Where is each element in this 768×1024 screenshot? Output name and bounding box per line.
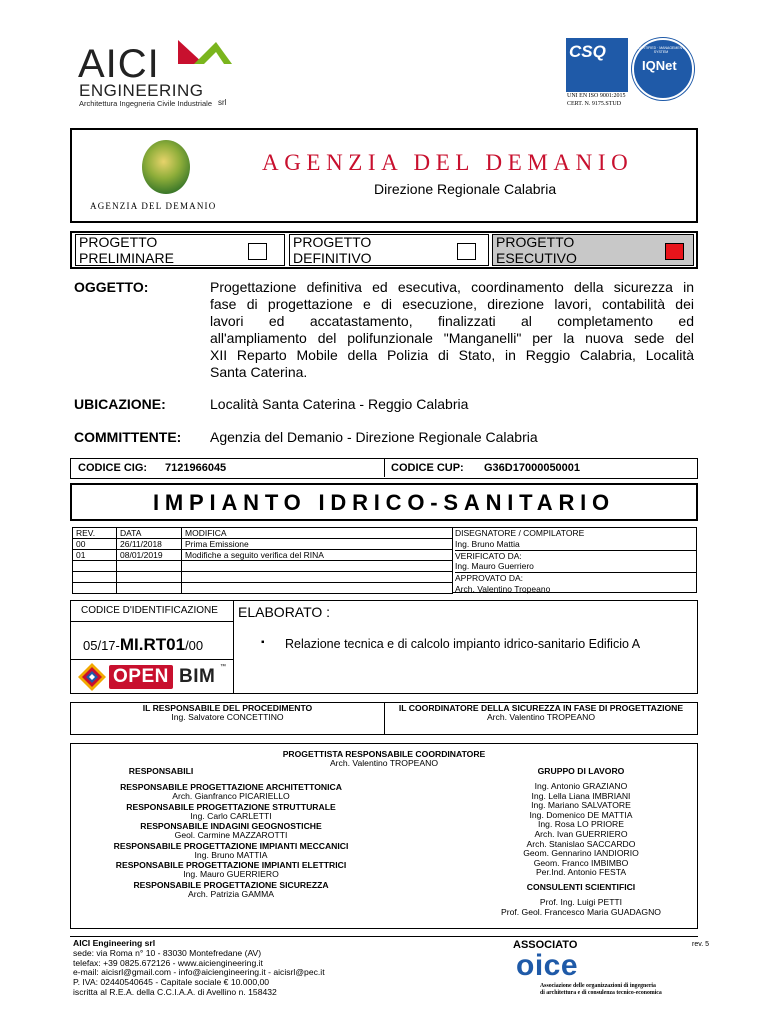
id-code-divider	[71, 659, 233, 660]
cup-label: CODICE CUP:	[391, 462, 464, 474]
codes-divider	[384, 459, 385, 477]
openbim-bim-text: BIM	[179, 666, 216, 687]
consulente: Prof. Ing. Luigi PETTI	[539, 896, 623, 907]
cert-norm: UNI EN ISO 9001:2015	[567, 93, 626, 99]
client-title: AGENZIA DEL DEMANIO	[262, 150, 634, 175]
phase-label-line1: PROGETTO	[496, 234, 575, 250]
id-column-divider	[233, 601, 234, 693]
code-prefix: 05/17-	[83, 638, 120, 653]
approvato-label: APPROVATO DA:	[455, 573, 524, 584]
company-logo-sub: ENGINEERING	[79, 81, 204, 100]
gruppo-column	[491, 766, 671, 917]
phase-label-line1: PROGETTO	[79, 234, 158, 250]
revision-cell	[117, 572, 182, 583]
oggetto-line: Progettazione definitiva ed esecutiva, coordinamento della sicurezza in	[210, 279, 694, 295]
resp-role: RESPONSABILE PROGETTAZIONE SICUREZZA	[133, 879, 329, 890]
company-logo-srl: srl	[218, 98, 227, 107]
gruppo-member: Ing. Rosa LO PRIORE	[538, 819, 624, 830]
gruppo-member: Ing. Mariano SALVATORE	[531, 800, 631, 811]
team-box	[70, 743, 698, 929]
revision-row	[73, 550, 453, 561]
company-logo-tag: Architettura Ingegneria Civile Industriale	[79, 99, 212, 108]
phase-preliminare	[75, 234, 285, 266]
verificato-label: VERIFICATO DA:	[455, 550, 522, 561]
verificato-name: Ing. Mauro Guerriero	[455, 561, 696, 573]
csp-title: IL COORDINATORE DELLA SICUREZZA IN FASE DI PROGETTAZIONE	[398, 703, 684, 713]
footer-rule	[70, 936, 698, 937]
revision-cell: 26/11/2018	[117, 539, 182, 550]
gruppo-member: Arch. Ivan GUERRIERO	[534, 828, 628, 839]
doc-title: IMPIANTO IDRICO-SANITARIO	[153, 490, 615, 515]
cert-number: CERT. N. 9175.STUD	[567, 101, 622, 107]
codes-box	[70, 458, 698, 479]
phase-esecutivo	[492, 234, 694, 266]
revision-cell	[73, 561, 117, 572]
oggetto-text	[210, 279, 694, 381]
client-logo-caption: AGENZIA DEL DEMANIO	[90, 201, 217, 211]
revision-cell	[73, 583, 117, 594]
coordinator-title: PROGETTISTA RESPONSABILE COORDINATORE	[282, 749, 486, 759]
gruppo-member: Arch. Stanislao SACCARDO	[526, 838, 636, 849]
resp-person: Ing. Mauro GUERRIERO	[183, 869, 279, 880]
company-logo-main: AICI	[78, 42, 160, 86]
resp-role: RESPONSABILE PROGETTAZIONE STRUTTURALE	[126, 801, 336, 812]
oice-logo: oice	[516, 949, 579, 982]
footer-company: AICI Engineering srl	[73, 938, 156, 948]
phase-definitivo	[289, 234, 489, 266]
revision-cell: 00	[73, 539, 117, 550]
client-box	[70, 128, 698, 223]
resp-person: Arch. Patrizia GAMMA	[188, 888, 274, 899]
oggetto-line: Santa Caterina.	[210, 364, 308, 380]
date-header: DATA	[117, 528, 182, 539]
elaborato-description: Relazione tecnica e di calcolo impianto idrico-sanitario Edificio A	[285, 637, 641, 651]
resp-role: RESPONSABILE PROGETTAZIONE IMPIANTI MECCANICI	[113, 840, 349, 851]
oggetto-label: OGGETTO:	[74, 279, 149, 295]
gruppo-header: GRUPPO DI LAVORO	[537, 766, 625, 776]
openbim-cube-icon	[77, 662, 107, 692]
company-logo	[78, 32, 238, 112]
code-main: MI.RT01	[119, 635, 186, 654]
client-subtitle: Direzione Regionale Calabria	[374, 181, 557, 197]
iqnet-badge-text: IQNet	[642, 58, 677, 73]
openbim-open-text: OPEN	[113, 666, 169, 687]
revision-row	[73, 561, 453, 572]
cig-label: CODICE CIG:	[78, 462, 148, 474]
csq-badge-text: CSQ	[569, 42, 606, 61]
oggetto-line: lavori ed accatastamento, finalizzati al completamento ed	[210, 313, 694, 329]
rup-name: Ing. Salvatore CONCETTINO	[171, 712, 284, 722]
oice-desc-line: Associazione delle organizzazioni di ingegneria	[540, 983, 656, 989]
revision-table	[72, 527, 453, 594]
revision-row	[73, 539, 453, 550]
consulente: Prof. Geol. Francesco Maria GUADAGNO	[501, 906, 661, 917]
oggetto-line: XII Reparto Mobile della Polizia di Stato, in Reggio Calabria, Località	[210, 347, 694, 363]
resp-person: Arch. Gianfranco PICARIELLO	[172, 791, 290, 801]
phase-checkbox-checked[interactable]	[665, 243, 684, 260]
phase-checkbox[interactable]	[457, 243, 476, 260]
gruppo-member: Ing. Antonio GRAZIANO	[534, 781, 628, 791]
ubicazione-label: UBICAZIONE:	[74, 396, 166, 412]
id-label-divider	[71, 621, 233, 622]
responsabili-box	[70, 702, 698, 735]
oggetto-line: fase di progettazione e di esecuzione, direzione lavori, contabilità dei	[210, 296, 694, 312]
company-logo-mark-icon	[174, 34, 234, 82]
associato-label: ASSOCIATO	[513, 939, 578, 951]
elaborato-label: ELABORATO :	[238, 604, 331, 620]
revision-row	[73, 572, 453, 583]
compilatore-name: Ing. Bruno Mattia	[455, 539, 696, 551]
phase-label-line2: ESECUTIVO	[496, 250, 577, 266]
iqnet-ring-text: CERTIFIED · MANAGEMENT SYSTEM	[637, 46, 685, 54]
openbim-tm: ™	[220, 664, 226, 670]
revision-cell	[182, 583, 453, 594]
revision-header-row	[73, 528, 453, 539]
resp-person: Geol. Carmine MAZZAROTTI	[174, 830, 288, 841]
id-label: CODICE D'IDENTIFICAZIONE	[81, 605, 218, 616]
revision-row	[73, 583, 453, 594]
oice-desc-line: di architettura e di consulenza tecnico-economica	[540, 990, 662, 996]
phase-label-line2: PRELIMINARE	[79, 250, 174, 266]
revision-cell	[182, 561, 453, 572]
approvato-name: Arch. Valentino Tropeano	[455, 583, 551, 594]
gruppo-member: Ing. Domenico DE MATTIA	[529, 809, 633, 820]
compilatore-label: DISEGNATORE / COMPILATORE	[455, 528, 585, 538]
committente-value: Agenzia del Demanio - Direzione Regionale Calabria	[210, 429, 538, 445]
footer-line: P. IVA: 02440540645 - Capitale sociale € 10.000,00	[73, 977, 270, 988]
footer-line: sede: via Roma n° 10 - 83030 Montefredane (AV)	[73, 947, 262, 958]
resp-role: RESPONSABILE PROGETTAZIONE ARCHITETTONICA	[120, 782, 342, 792]
resp-person: Ing. Bruno MATTIA	[194, 849, 268, 860]
coordinator-name: Arch. Valentino TROPEANO	[329, 758, 439, 768]
cig-value: 7121966045	[165, 462, 227, 474]
bullet-icon: ▪	[261, 637, 265, 648]
phase-label-line2: DEFINITIVO	[293, 250, 372, 266]
gruppo-member: Ing. Lella Liana IMBRIANI	[531, 790, 631, 801]
csp-name: Arch. Valentino TROPEANO	[486, 712, 596, 722]
revision-signatures	[452, 527, 697, 593]
phase-checkbox[interactable]	[248, 243, 267, 260]
elaborato-code	[83, 635, 203, 655]
rup-title: IL RESPONSABILE DEL PROCEDIMENTO	[142, 703, 313, 713]
gruppo-member: Geom. Gennarino IANDIORIO	[523, 848, 639, 859]
elaborato-box	[70, 600, 698, 694]
consulenti-header: CONSULENTI SCIENTIFICI	[526, 881, 636, 892]
oice-desc	[540, 983, 662, 997]
code-suffix: /00	[185, 638, 204, 653]
certification-logo	[566, 38, 696, 108]
resp-person: Ing. Carlo CARLETTI	[190, 810, 272, 821]
phase-label-line1: PROGETTO	[293, 234, 372, 250]
revision-cell	[73, 572, 117, 583]
footer-line: e-mail: aicisrl@gmail.com - info@aiciengineering.it - aicisrl@pec.it	[73, 967, 325, 978]
resp-role: RESPONSABILE INDAGINI GEOGNOSTICHE	[140, 821, 322, 832]
revision-cell	[182, 572, 453, 583]
committente-label: COMMITTENTE:	[74, 429, 182, 445]
revision-cell	[117, 561, 182, 572]
page-rev: rev. 5	[692, 941, 709, 948]
openbim-logo	[75, 661, 231, 692]
responsabili-header: RESPONSABILI	[128, 766, 194, 776]
client-emblem-icon	[142, 140, 190, 194]
oggetto-line: all'ampliamento del polifunzionale "Manganelli" per la nuova sede del	[210, 330, 694, 346]
revision-cell	[117, 583, 182, 594]
gruppo-member: Geom. Franco IMBIMBO	[533, 857, 629, 868]
doc-title-box	[70, 483, 698, 521]
responsabili-column	[71, 766, 391, 900]
rev-header: REV.	[73, 528, 117, 539]
modifica-header: MODIFICA	[182, 528, 453, 539]
revision-cell: 08/01/2019	[117, 550, 182, 561]
footer-address	[73, 939, 325, 998]
footer-line: telefax: +39 0825.672126 - www.aiciengineering.it	[73, 957, 263, 968]
revision-cell: 01	[73, 550, 117, 561]
cup-value: G36D17000050001	[484, 462, 581, 474]
resp-role: RESPONSABILE PROGETTAZIONE IMPIANTI ELETTRICI	[115, 860, 347, 871]
revision-cell: Prima Emissione	[182, 539, 453, 550]
footer-line: iscritta al R.E.A. della C.C.I.A.A. di Avellino n. 158432	[73, 986, 277, 997]
gruppo-member: Per.Ind. Antonio FESTA	[535, 867, 627, 878]
revision-cell: Modifiche a seguito verifica del RINA	[182, 550, 453, 561]
ubicazione-value: Località Santa Caterina - Reggio Calabria	[210, 396, 469, 412]
